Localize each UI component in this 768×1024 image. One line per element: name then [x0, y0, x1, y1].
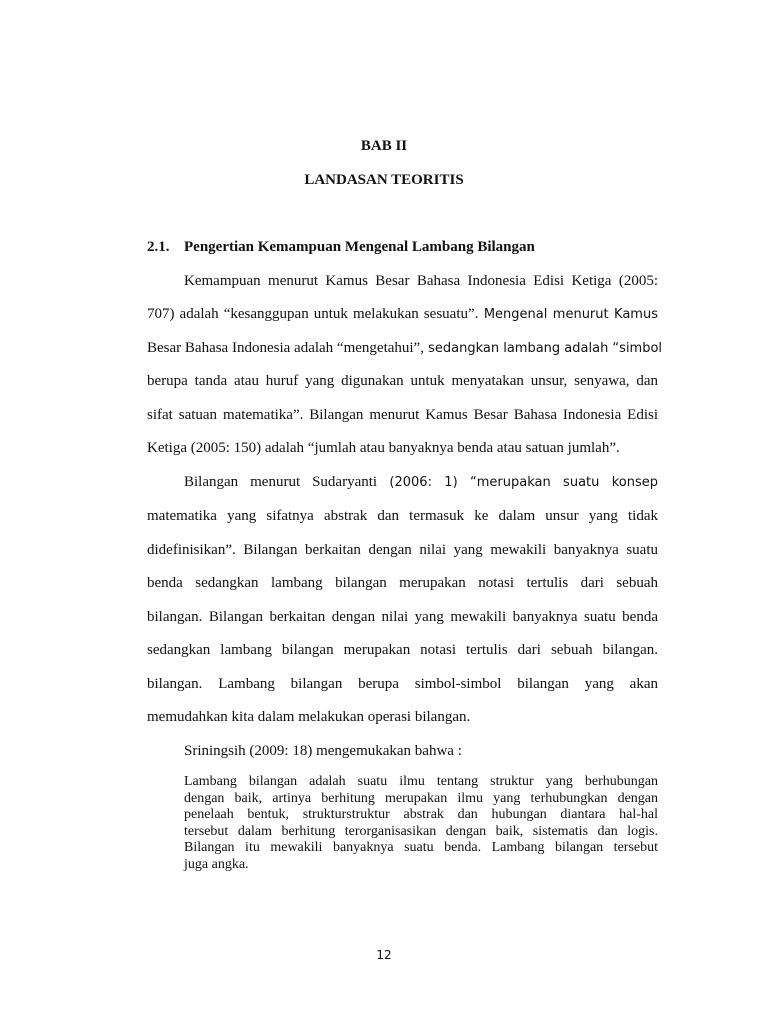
paragraph-1-line-4: berupa tanda atau huruf yang digunakan untuk menyatakan unsur, senyawa, dan — [147, 373, 658, 389]
section-number: 2.1. — [147, 239, 170, 255]
chapter-label: BAB II — [360, 138, 408, 154]
paragraph-2-line-5: bilangan. Bilangan berkaitan dengan nilai yang mewakili banyaknya suatu benda — [147, 609, 658, 625]
paragraph-1-line-1: Kemampuan menurut Kamus Besar Bahasa Indonesia Edisi Ketiga (2005: — [184, 273, 658, 289]
paragraph-2-line-1 — [184, 473, 658, 492]
text-run: sedangkan lambang adalah “simbol — [423, 341, 663, 356]
paragraph-1-line-2 — [147, 305, 658, 324]
paragraph-2-line-7: bilangan. Lambang bilangan berupa simbol-simbol bilangan yang akan — [147, 676, 658, 692]
block-quote — [184, 774, 658, 874]
paragraph-1-line-3 — [147, 339, 663, 358]
quote-line: dengan baik, artinya berhitung merupakan ilmu yang terhubungkan dengan — [184, 790, 658, 806]
section-heading — [147, 239, 535, 256]
page-number: 12 — [376, 948, 392, 962]
paragraph-2-line-6: sedangkan lambang bilangan merupakan notasi tertulis dari sebuah bilangan. — [147, 642, 658, 658]
paragraph-2-line-8: memudahkan kita dalam melakukan operasi bilangan. — [147, 709, 471, 725]
paragraph-1-line-5: sifat satuan matematika”. Bilangan menurut Kamus Besar Bahasa Indonesia Edisi — [147, 407, 658, 423]
paragraph-3-line-1: Sriningsih (2009: 18) mengemukakan bahwa : — [184, 743, 462, 759]
text-run: Besar Bahasa Indonesia adalah “mengetahui”, — [147, 340, 424, 356]
quote-line: Lambang bilangan adalah suatu ilmu tentang struktur yang berhubungan — [184, 774, 658, 789]
quote-line: Bilangan itu mewakili banyaknya suatu benda. Lambang bilangan tersebut — [184, 840, 658, 856]
paragraph-2-line-4: benda sedangkan lambang bilangan merupakan notasi tertulis dari sebuah — [147, 575, 658, 591]
paragraph-2-line-2: matematika yang sifatnya abstrak dan termasuk ke dalam unsur yang tidak — [147, 508, 658, 524]
quote-line: tersebut dalam berhitung terorganisasikan dengan baik, sistematis dan logis. — [184, 823, 658, 839]
paragraph-2-line-3: didefinisikan”. Bilangan berkaitan dengan nilai yang mewakili banyaknya suatu — [147, 542, 658, 558]
text-run: Mengenal menurut Kamus — [478, 307, 658, 322]
section-title: Pengertian Kemampuan Mengenal Lambang Bilangan — [184, 239, 535, 255]
quote-line: penelaah bentuk, strukturstruktur abstrak dan hubungan diantara hal-hal — [184, 807, 658, 823]
text-run: Bilangan menurut Sudaryanti — [184, 474, 378, 490]
paragraph-1-line-6: Ketiga (2005: 150) adalah “jumlah atau banyaknya benda atau satuan jumlah”. — [147, 440, 620, 456]
text-run: (2006: 1) “merupakan suatu konsep — [377, 475, 659, 490]
chapter-title: LANDASAN TEORITIS — [304, 172, 464, 188]
text-run: 707) adalah “kesanggupan untuk melakukan sesuatu”. — [147, 306, 479, 322]
quote-line: juga angka. — [184, 856, 249, 872]
